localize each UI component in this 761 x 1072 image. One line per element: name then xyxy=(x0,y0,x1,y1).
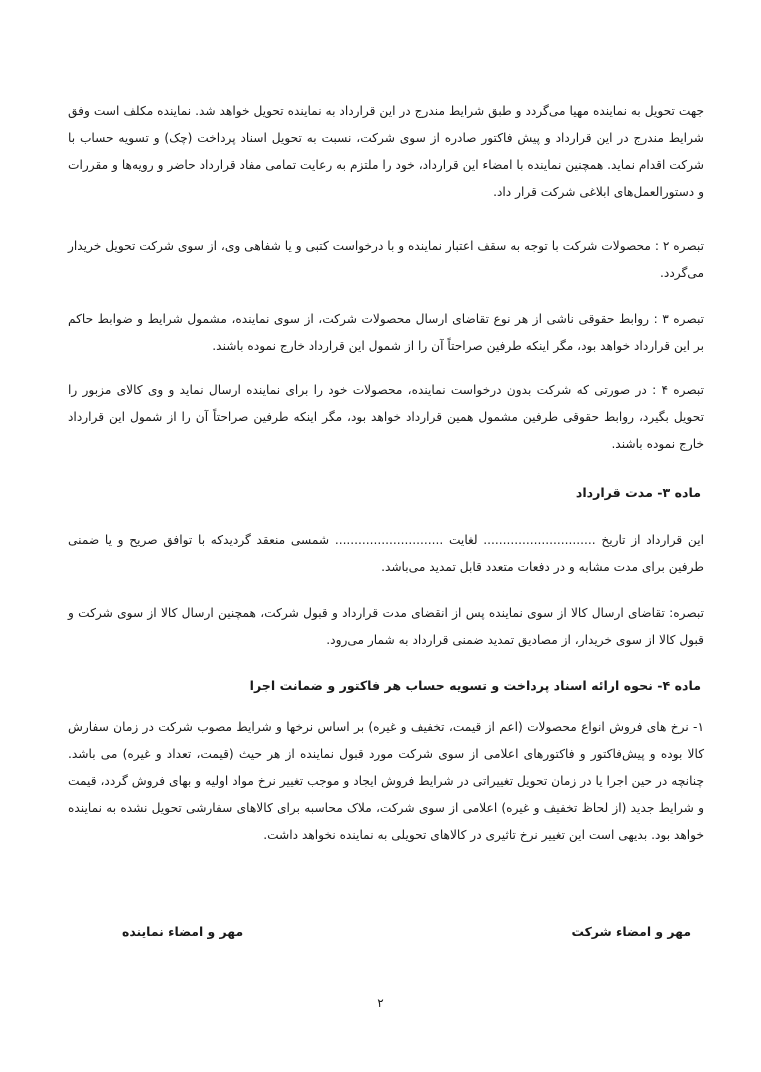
article-4-clause-1 xyxy=(68,714,704,849)
company-signature-label: مهر و امضاء شرکت xyxy=(571,924,691,939)
note-4-text: تبصره ۴ : در صورتی که شرکت بدون درخواست نماینده، محصولات خود را برای نماینده ارسال نماید و وی کالای مزبور را تحویل بگیرد، روابط حقوقی طرفین مشمول همین قرارداد خواهد بود، مگر اینکه طرفین صراحتاً آن را از شمول این قرارداد خارج نموده باشند. xyxy=(68,383,704,451)
note-4 xyxy=(68,377,704,458)
article-3-note-text: تبصره: تقاضای ارسال کالا از سوی نماینده پس از انقضای مدت قرارداد و قبول شرکت، همچنین ارسال کالا از سوی شرکت و قبول کالا از سوی خریدار، از مصادیق تمدید ضمنی قرارداد به شمار می‌رود. xyxy=(68,606,704,647)
article-4-clause-1-text: ۱- نرخ های فروش انواع محصولات (اعم از قیمت، تخفیف و غیره) بر اساس نرخها و شرایط مصوب شرکت در زمان سفارش کالا بوده و پیش‌فاکتور و فاکتورهای اعلامی از سوی شرکت مورد قبول نماینده از هر حیث (قیمت، تعداد و غیره) می باشد. چنانچه در حین اجرا یا در زمان تحویل تغییراتی در شرایط فروش ایجاد و موجب تغییر نرخ مواد اولیه و بهای فروش گردد، قیمت و شرایط جدید (از لحاظ تخفیف و غیره) اعلامی از سوی شرکت، ملاک محاسبه برای کالاهای سفارشی تحویل نشده به نماینده خواهد بود. بدیهی است این تغییر نرخ تاثیری در کالاهای تحویلی به نماینده نخواهد داشت. xyxy=(68,720,704,842)
note-2-text: تبصره ۲ : محصولات شرکت با توجه به سقف اعتبار نماینده و با درخواست کتبی و یا شفاهی وی، از سوی شرکت تحویل خریدار می‌گردد. xyxy=(68,239,705,280)
paragraph-continuation xyxy=(68,98,704,206)
note-3 xyxy=(68,306,704,360)
paragraph-text: جهت تحویل به نماینده مهیا می‌گردد و طبق شرایط مندرج در این قرارداد به نماینده تحویل خواهد شد. نماینده مکلف است وفق شرایط مندرج در این قرارداد و پیش فاکتور صادره از سوی شرکت، نسبت به تحویل اسناد پرداخت (چک) و تسویه حساب با شرکت اقدام نماید. همچنین نماینده با امضاء این قرارداد، خود را ملتزم به رعایت تمامی مفاد قرارداد حاضر و رویه‌ها و مقررات و دستورالعمل‌های ابلاغی شرکت قرار داد. xyxy=(68,104,704,199)
article-3-body xyxy=(68,527,704,581)
page-number: ۲ xyxy=(377,996,384,1010)
note-2 xyxy=(68,233,704,287)
article-3-heading: ماده ۳- مدت قرارداد xyxy=(575,485,701,500)
article-4-heading: ماده ۴- نحوه ارائه اسناد پرداخت و تسویه حساب هر فاکتور و ضمانت اجرا xyxy=(249,678,701,693)
representative-signature-label: مهر و امضاء نماینده xyxy=(122,924,244,939)
article-3-text: این قرارداد از تاریخ ............................. لغایت ............................ شمسی منعقد گردیدکه با توافق صریح و یا ضمنی طرفین برای مدت مشابه و در دفعات متعدد قابل تمدید می‌باشد. xyxy=(68,533,704,574)
article-3-note xyxy=(68,600,704,654)
note-3-text: تبصره ۳ : روابط حقوقی ناشی از هر نوع تقاضای ارسال محصولات شرکت، از سوی نماینده، مشمول شرایط و ضوابط حاکم بر این قرارداد خواهد بود، مگر اینکه طرفین صراحتاً آن را از شمول این قرارداد خارج نموده باشند. xyxy=(68,312,705,353)
